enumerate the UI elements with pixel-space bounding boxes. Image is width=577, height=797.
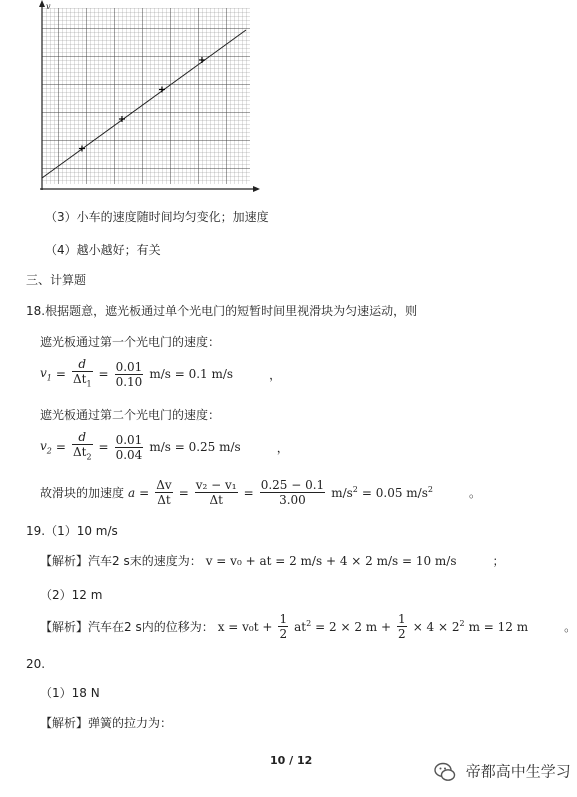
- q19-part1: 19.（1）10 m/s: [26, 524, 118, 538]
- velocity-time-graph: [30, 0, 270, 200]
- q18-second-label: 遮光板通过第二个光电门的速度：: [40, 408, 221, 422]
- q20-title: 20.: [26, 657, 46, 671]
- watermark: [433, 760, 571, 784]
- grid-area: [42, 8, 250, 184]
- q20-part1: （1）18 N: [40, 686, 100, 700]
- answer-3: （3）小车的速度随时间均匀变化；加速度: [45, 210, 269, 224]
- watermark-text: 帝都高中生学习: [465, 762, 571, 781]
- q19-explanation-1: 【解析】汽车2 s末的速度为： v = v₀ + at = 2 m/s + 4 × 2 m/s = 10 m/s ；: [40, 553, 505, 568]
- q18-intro: 18.根据题意，遮光板通过单个光电门的短暂时间里视滑块为匀速运动，则: [26, 304, 418, 318]
- y-axis-arrow: [39, 0, 45, 7]
- q18-acceleration: 故滑块的加速度 a = $\frac{\Delta v}{\Delta t}$ = $\frac{\text{v₂ − v₁}}{\Delta t}$ = $\frac{0.25 - 0.1}{3.00}$ $m/s^2$ = 0.05 $m/s^2$ 。: [40, 478, 481, 507]
- answer-4: （4）越小越好；有关: [45, 243, 161, 257]
- q19-part2: （2）12 m: [40, 588, 103, 602]
- wechat-icon: [433, 760, 457, 784]
- q20-explanation: 【解析】弹簧的拉力为：: [40, 716, 173, 730]
- y-axis-label: v: [46, 2, 51, 11]
- page-number: 10 / 12: [270, 754, 313, 767]
- q18-v2-formula: $v_2$ = $\frac{d}{\Delta t_2}$ = $\frac{0.01}{0.04}$ m/s = 0.25 m/s ，: [40, 430, 289, 462]
- q19-explanation-2: 【解析】汽车在2 s内的位移为： x = v₀t + $\frac{1}{2}$ $at^2$ = 2 × 2 m + $\frac{1}{2}$ × $4 \times 2^2$ m = 12 m 。: [40, 612, 577, 641]
- section-heading: 三、计算题: [26, 273, 87, 287]
- q18-first-label: 遮光板通过第一个光电门的速度：: [40, 335, 221, 349]
- x-axis-arrow: [253, 186, 260, 192]
- q18-v1-formula: $v_1$ = $\frac{d}{\Delta t_1}$ = $\frac{0.01}{0.10}$ m/s = 0.1 m/s ，: [40, 357, 282, 389]
